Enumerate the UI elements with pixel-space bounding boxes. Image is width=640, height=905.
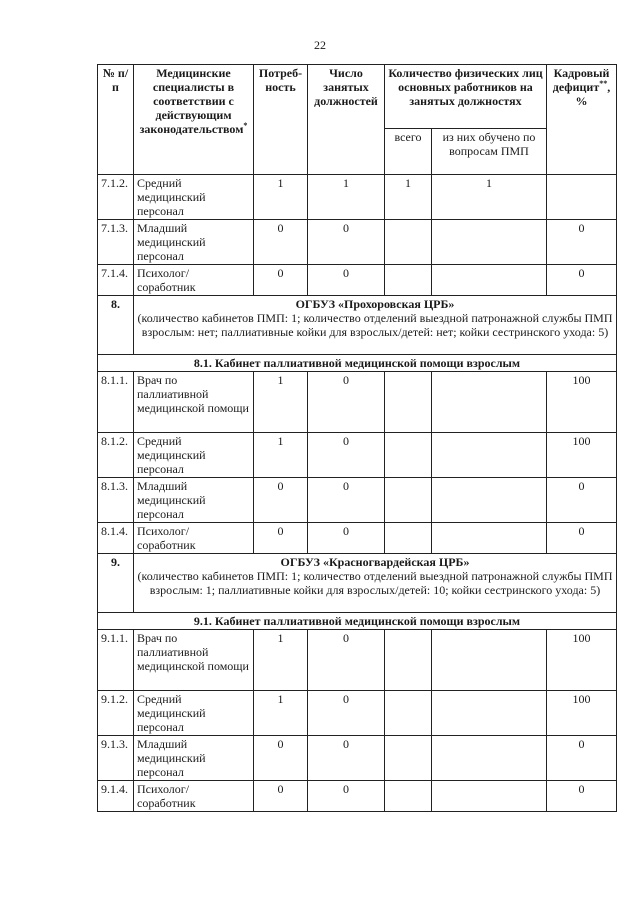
staffing-table xyxy=(97,64,617,812)
row-need: 0 xyxy=(254,265,308,296)
row-need: 1 xyxy=(254,433,308,478)
table-row xyxy=(98,175,617,220)
table-row xyxy=(98,630,617,691)
row-deficit: 0 xyxy=(547,478,617,523)
row-positions: 0 xyxy=(308,478,385,523)
table-row xyxy=(98,781,617,812)
row-number: 7.1.4. xyxy=(98,265,134,296)
row-number: 7.1.2. xyxy=(98,175,134,220)
row-trained xyxy=(432,265,547,296)
row-need: 0 xyxy=(254,781,308,812)
table-row xyxy=(98,265,617,296)
row-total xyxy=(385,433,432,478)
row-total xyxy=(385,781,432,812)
row-deficit: 0 xyxy=(547,781,617,812)
section-number: 9. xyxy=(98,554,134,613)
table-row xyxy=(98,220,617,265)
row-need: 1 xyxy=(254,175,308,220)
header-deficit: Кадровый дефицит**, % xyxy=(547,65,617,175)
row-trained xyxy=(432,220,547,265)
row-total xyxy=(385,220,432,265)
section-organization xyxy=(134,554,617,613)
row-need: 0 xyxy=(254,220,308,265)
row-total xyxy=(385,691,432,736)
row-trained xyxy=(432,478,547,523)
row-total xyxy=(385,372,432,433)
section-number: 8. xyxy=(98,296,134,355)
row-total xyxy=(385,523,432,554)
row-number: 8.1.2. xyxy=(98,433,134,478)
row-trained xyxy=(432,433,547,478)
header-positions: Число занятых должностей xyxy=(308,65,385,175)
row-specialist: Психолог/ соработник xyxy=(134,523,254,554)
header-need: Потреб-ность xyxy=(254,65,308,175)
table-row xyxy=(98,478,617,523)
row-trained xyxy=(432,781,547,812)
organization-details: (количество кабинетов ПМП: 1; количество отделений выездной патронажной службы ПМП взрослым: 1; паллиативные койки для взрослых/детей: 10; койки сестринского ухода: 5) xyxy=(137,569,613,597)
row-deficit: 0 xyxy=(547,265,617,296)
table-row xyxy=(98,433,617,478)
subsection-row xyxy=(98,355,617,372)
subsection-title: 9.1. Кабинет паллиативной медицинской помощи взрослым xyxy=(98,613,617,630)
row-specialist: Психолог/ соработник xyxy=(134,781,254,812)
row-positions: 0 xyxy=(308,220,385,265)
subsection-row xyxy=(98,613,617,630)
row-positions: 0 xyxy=(308,265,385,296)
row-deficit: 0 xyxy=(547,523,617,554)
row-positions: 1 xyxy=(308,175,385,220)
row-trained xyxy=(432,691,547,736)
row-positions: 0 xyxy=(308,736,385,781)
row-total xyxy=(385,736,432,781)
row-positions: 0 xyxy=(308,433,385,478)
header-trained: из них обучено по вопросам ПМП xyxy=(432,129,547,175)
row-total xyxy=(385,265,432,296)
table-row xyxy=(98,372,617,433)
row-number: 9.1.1. xyxy=(98,630,134,691)
header-specialists: Медицинские специалисты в соответствии с действующим законодательством* xyxy=(134,65,254,175)
section-organization xyxy=(134,296,617,355)
row-total xyxy=(385,478,432,523)
row-specialist: Младший медицинский персонал xyxy=(134,736,254,781)
table-row xyxy=(98,691,617,736)
row-number: 8.1.4. xyxy=(98,523,134,554)
row-trained xyxy=(432,630,547,691)
row-total xyxy=(385,630,432,691)
row-deficit: 100 xyxy=(547,630,617,691)
row-need: 1 xyxy=(254,691,308,736)
row-specialist: Врач по паллиативной медицинской помощи xyxy=(134,630,254,691)
row-deficit: 0 xyxy=(547,220,617,265)
header-physical-persons: Количество физических лиц основных работников на занятых должностях xyxy=(385,65,547,129)
row-trained xyxy=(432,523,547,554)
row-need: 0 xyxy=(254,523,308,554)
row-trained: 1 xyxy=(432,175,547,220)
row-trained xyxy=(432,372,547,433)
row-deficit xyxy=(547,175,617,220)
row-specialist: Средний медицинский персонал xyxy=(134,691,254,736)
row-positions: 0 xyxy=(308,691,385,736)
row-number: 9.1.3. xyxy=(98,736,134,781)
row-number: 9.1.4. xyxy=(98,781,134,812)
organization-details: (количество кабинетов ПМП: 1; количество отделений выездной патронажной службы ПМП взрослым: нет; паллиативные койки для взрослых/детей: нет; койки сестринского ухода: 5) xyxy=(137,311,613,339)
row-number: 8.1.1. xyxy=(98,372,134,433)
section-row-8 xyxy=(98,296,617,355)
row-positions: 0 xyxy=(308,372,385,433)
row-specialist: Психолог/ соработник xyxy=(134,265,254,296)
page-number: 22 xyxy=(314,38,326,52)
row-specialist: Средний медицинский персонал xyxy=(134,175,254,220)
row-number: 9.1.2. xyxy=(98,691,134,736)
row-specialist: Младший медицинский персонал xyxy=(134,478,254,523)
subsection-title: 8.1. Кабинет паллиативной медицинской помощи взрослым xyxy=(98,355,617,372)
row-deficit: 100 xyxy=(547,433,617,478)
row-positions: 0 xyxy=(308,630,385,691)
row-total: 1 xyxy=(385,175,432,220)
row-deficit: 100 xyxy=(547,691,617,736)
section-row-9 xyxy=(98,554,617,613)
organization-name: ОГБУЗ «Прохоровская ЦРБ» xyxy=(295,297,455,311)
row-number: 8.1.3. xyxy=(98,478,134,523)
row-trained xyxy=(432,736,547,781)
table-row xyxy=(98,523,617,554)
header-total: всего xyxy=(385,129,432,175)
row-need: 1 xyxy=(254,630,308,691)
table-row xyxy=(98,736,617,781)
organization-name: ОГБУЗ «Красногвардейская ЦРБ» xyxy=(280,555,470,569)
row-deficit: 0 xyxy=(547,736,617,781)
row-need: 0 xyxy=(254,478,308,523)
row-positions: 0 xyxy=(308,781,385,812)
row-positions: 0 xyxy=(308,523,385,554)
row-need: 0 xyxy=(254,736,308,781)
header-number: № п/п xyxy=(98,65,134,175)
row-need: 1 xyxy=(254,372,308,433)
row-specialist: Младший медицинский персонал xyxy=(134,220,254,265)
row-specialist: Врач по паллиативной медицинской помощи xyxy=(134,372,254,433)
row-number: 7.1.3. xyxy=(98,220,134,265)
row-deficit: 100 xyxy=(547,372,617,433)
row-specialist: Средний медицинский персонал xyxy=(134,433,254,478)
